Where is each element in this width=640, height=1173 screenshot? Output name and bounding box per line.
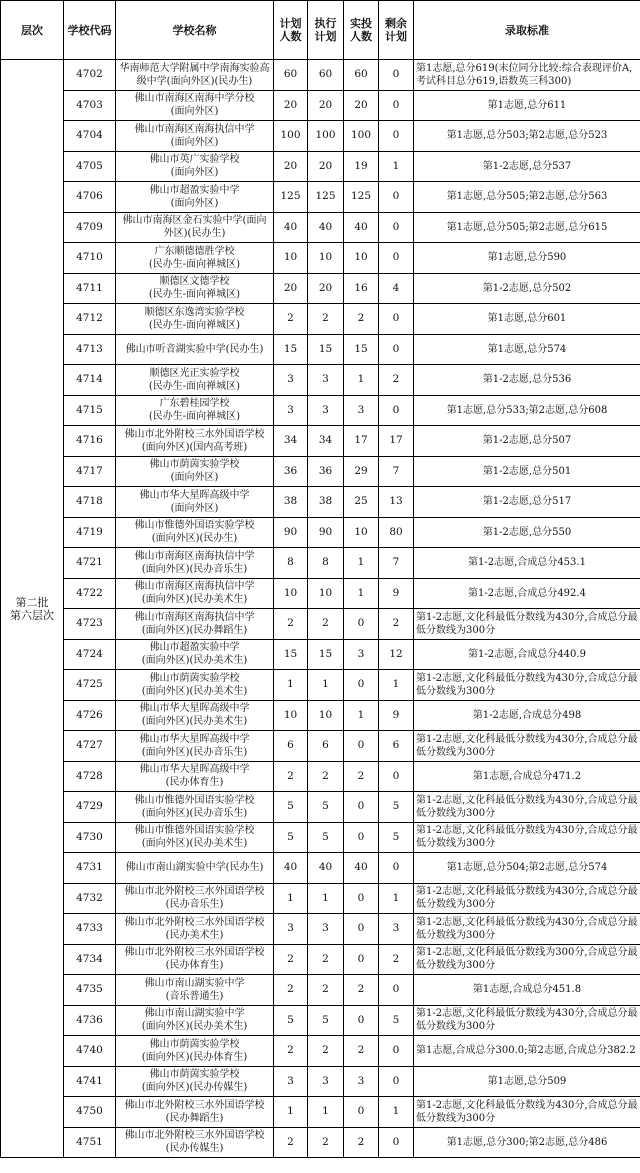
table-row xyxy=(1,1127,640,1158)
school-code-cell: 4724 xyxy=(64,639,116,670)
plan-count-cell: 2 xyxy=(274,1127,308,1158)
table-row xyxy=(1,243,640,274)
remaining-plan-cell: 4 xyxy=(379,273,414,304)
plan-count-cell: 38 xyxy=(274,487,308,518)
exec-plan-cell: 2 xyxy=(308,1127,344,1158)
school-name-cell: 华南师范大学附属中学南海实验高级中学(面向外区)(民办生) xyxy=(116,60,274,91)
school-code-cell: 4710 xyxy=(64,243,116,274)
table-row xyxy=(1,182,640,213)
exec-plan-cell: 3 xyxy=(308,395,344,426)
admission-standard-cell: 第1-2志愿,总分536 xyxy=(414,365,640,396)
actual-count-cell: 60 xyxy=(344,60,379,91)
table-row xyxy=(1,1097,640,1128)
plan-count-cell: 20 xyxy=(274,90,308,121)
table-row xyxy=(1,487,640,518)
school-code-cell: 4702 xyxy=(64,60,116,91)
school-name-cell: 佛山市英广实验学校 (面向外区) xyxy=(116,151,274,182)
school-code-cell: 4736 xyxy=(64,1005,116,1036)
remaining-plan-cell: 6 xyxy=(379,731,414,762)
school-name-cell: 佛山市华大星晖高级中学 (民办体育生) xyxy=(116,761,274,792)
table-row xyxy=(1,1036,640,1067)
header-actual: 实投 人数 xyxy=(344,1,379,60)
remaining-plan-cell: 0 xyxy=(379,1127,414,1158)
exec-plan-cell: 90 xyxy=(308,517,344,548)
actual-count-cell: 3 xyxy=(344,639,379,670)
school-name-cell: 顺德区东逸湾实验学校 (民办生-面向禅城区) xyxy=(116,304,274,335)
exec-plan-cell: 3 xyxy=(308,365,344,396)
table-row xyxy=(1,670,640,701)
admission-standard-cell: 第1-2志愿,总分517 xyxy=(414,487,640,518)
school-code-cell: 4722 xyxy=(64,578,116,609)
remaining-plan-cell: 0 xyxy=(379,975,414,1006)
table-row xyxy=(1,1066,640,1097)
plan-count-cell: 6 xyxy=(274,731,308,762)
table-row xyxy=(1,914,640,945)
admission-standard-cell: 第1志愿,总分505;第2志愿,总分563 xyxy=(414,182,640,213)
admission-standard-cell: 第1-2志愿,总分502 xyxy=(414,273,640,304)
plan-count-cell: 3 xyxy=(274,365,308,396)
admission-standard-cell: 第1-2志愿,总分507 xyxy=(414,426,640,457)
header-name: 学校名称 xyxy=(116,1,274,60)
admission-standard-cell: 第1-2志愿,总分501 xyxy=(414,456,640,487)
header-plan: 计划 人数 xyxy=(274,1,308,60)
exec-plan-cell: 15 xyxy=(308,639,344,670)
admission-standard-cell: 第1-2志愿,文化科最低分数线为430分,合成总分最低分数线为300分 xyxy=(414,731,640,762)
table-row xyxy=(1,1005,640,1036)
plan-count-cell: 1 xyxy=(274,883,308,914)
plan-count-cell: 36 xyxy=(274,456,308,487)
admission-standard-cell: 第1-2志愿,文化科最低分数线为300分,合成总分最低分数线为300分 xyxy=(414,944,640,975)
admission-standard-cell: 第1-2志愿,文化科最低分数线为430分,合成总分最低分数线为300分 xyxy=(414,792,640,823)
table-row xyxy=(1,60,640,91)
school-code-cell: 4714 xyxy=(64,365,116,396)
remaining-plan-cell: 2 xyxy=(379,944,414,975)
admission-standard-cell: 第1-2志愿,文化科最低分数线为430分,合成总分最低分数线为300分 xyxy=(414,1005,640,1036)
actual-count-cell: 1 xyxy=(344,578,379,609)
admission-standard-cell: 第1-2志愿,文化科最低分数线为430分,合成总分最低分数线为300分 xyxy=(414,822,640,853)
actual-count-cell: 16 xyxy=(344,273,379,304)
school-name-cell: 佛山市北外附校三水外国语学校 (民办美术生) xyxy=(116,914,274,945)
school-name-cell: 佛山市南海区金石实验中学(面向外区)(民办生) xyxy=(116,212,274,243)
remaining-plan-cell: 5 xyxy=(379,1005,414,1036)
remaining-plan-cell: 0 xyxy=(379,1036,414,1067)
actual-count-cell: 2 xyxy=(344,304,379,335)
plan-count-cell: 20 xyxy=(274,273,308,304)
exec-plan-cell: 36 xyxy=(308,456,344,487)
school-name-cell: 佛山市超盈实验中学 (面向外区)(民办美术生) xyxy=(116,639,274,670)
level-cell: 第二批 第六层次 xyxy=(1,60,64,1158)
school-name-cell: 佛山市北外附校三水外国语学校(面向外区)(国内高考班) xyxy=(116,426,274,457)
school-code-cell: 4725 xyxy=(64,670,116,701)
actual-count-cell: 0 xyxy=(344,670,379,701)
school-name-cell: 佛山市北外附校三水外国语学校 (民办舞蹈生) xyxy=(116,1097,274,1128)
school-name-cell: 佛山市荫茵实验学校 (面向外区)(民办体育生) xyxy=(116,1036,274,1067)
plan-count-cell: 2 xyxy=(274,975,308,1006)
remaining-plan-cell: 0 xyxy=(379,304,414,335)
table-row xyxy=(1,792,640,823)
table-row xyxy=(1,883,640,914)
plan-count-cell: 10 xyxy=(274,243,308,274)
table-row xyxy=(1,548,640,579)
plan-count-cell: 2 xyxy=(274,304,308,335)
remaining-plan-cell: 2 xyxy=(379,365,414,396)
actual-count-cell: 100 xyxy=(344,121,379,152)
remaining-plan-cell: 9 xyxy=(379,700,414,731)
exec-plan-cell: 5 xyxy=(308,822,344,853)
exec-plan-cell: 2 xyxy=(308,975,344,1006)
exec-plan-cell: 8 xyxy=(308,548,344,579)
school-name-cell: 佛山市荫茵实验学校 (面向外区)(民办美术生) xyxy=(116,670,274,701)
exec-plan-cell: 38 xyxy=(308,487,344,518)
table-row xyxy=(1,121,640,152)
actual-count-cell: 19 xyxy=(344,151,379,182)
school-code-cell: 4709 xyxy=(64,212,116,243)
exec-plan-cell: 5 xyxy=(308,792,344,823)
exec-plan-cell: 100 xyxy=(308,121,344,152)
admission-standard-cell: 第1志愿,总分300;第2志愿,总分486 xyxy=(414,1127,640,1158)
plan-count-cell: 3 xyxy=(274,914,308,945)
plan-count-cell: 60 xyxy=(274,60,308,91)
plan-count-cell: 10 xyxy=(274,578,308,609)
admission-standard-cell: 第1-2志愿,文化科最低分数线为430分,合成总分最低分数线为300分 xyxy=(414,914,640,945)
actual-count-cell: 17 xyxy=(344,426,379,457)
exec-plan-cell: 2 xyxy=(308,944,344,975)
remaining-plan-cell: 0 xyxy=(379,761,414,792)
remaining-plan-cell: 1 xyxy=(379,883,414,914)
remaining-plan-cell: 0 xyxy=(379,60,414,91)
school-code-cell: 4718 xyxy=(64,487,116,518)
admission-standard-cell: 第1志愿,合成总分300.0;第2志愿,合成总分382.2 xyxy=(414,1036,640,1067)
exec-plan-cell: 2 xyxy=(308,761,344,792)
plan-count-cell: 5 xyxy=(274,1005,308,1036)
plan-count-cell: 2 xyxy=(274,609,308,640)
admission-standard-cell: 第1-2志愿,文化科最低分数线为430分,合成总分最低分数线为300分 xyxy=(414,1097,640,1128)
admission-standard-cell: 第1志愿,总分533;第2志愿,总分608 xyxy=(414,395,640,426)
actual-count-cell: 3 xyxy=(344,1066,379,1097)
admission-standard-cell: 第1志愿,总分574 xyxy=(414,334,640,365)
plan-count-cell: 8 xyxy=(274,548,308,579)
school-name-cell: 佛山市南山湖实验中学 (音乐普通生) xyxy=(116,975,274,1006)
header-row xyxy=(1,1,640,60)
exec-plan-cell: 1 xyxy=(308,670,344,701)
table-row xyxy=(1,609,640,640)
actual-count-cell: 2 xyxy=(344,1127,379,1158)
actual-count-cell: 0 xyxy=(344,822,379,853)
remaining-plan-cell: 0 xyxy=(379,1066,414,1097)
admission-standard-cell: 第1志愿,总分619(末位同分比较:综合表现评价A,考试科目总分619,语数英三科300) xyxy=(414,60,640,91)
remaining-plan-cell: 0 xyxy=(379,243,414,274)
school-code-cell: 4721 xyxy=(64,548,116,579)
school-name-cell: 佛山市华大星晖高级中学 (面向外区) xyxy=(116,487,274,518)
remaining-plan-cell: 3 xyxy=(379,914,414,945)
school-code-cell: 4716 xyxy=(64,426,116,457)
plan-count-cell: 5 xyxy=(274,792,308,823)
remaining-plan-cell: 5 xyxy=(379,792,414,823)
plan-count-cell: 1 xyxy=(274,670,308,701)
table-row xyxy=(1,456,640,487)
actual-count-cell: 0 xyxy=(344,1097,379,1128)
remaining-plan-cell: 1 xyxy=(379,151,414,182)
exec-plan-cell: 40 xyxy=(308,212,344,243)
school-name-cell: 顺德区光正实验学校 (民办生-面向禅城区) xyxy=(116,365,274,396)
exec-plan-cell: 15 xyxy=(308,334,344,365)
actual-count-cell: 2 xyxy=(344,761,379,792)
plan-count-cell: 15 xyxy=(274,639,308,670)
school-name-cell: 佛山市华大星晖高级中学 (面向外区)(民办音乐生) xyxy=(116,731,274,762)
remaining-plan-cell: 2 xyxy=(379,609,414,640)
table-row xyxy=(1,944,640,975)
remaining-plan-cell: 5 xyxy=(379,822,414,853)
school-code-cell: 4711 xyxy=(64,273,116,304)
admission-standard-cell: 第1志愿,合成总分471.2 xyxy=(414,761,640,792)
admission-standard-cell: 第1-2志愿,合成总分492.4 xyxy=(414,578,640,609)
table-body xyxy=(1,60,640,1158)
admission-standard-cell: 第1-2志愿,文化科最低分数线为430分,合成总分最低分数线为300分 xyxy=(414,670,640,701)
header-code: 学校代码 xyxy=(64,1,116,60)
school-code-cell: 4731 xyxy=(64,853,116,884)
remaining-plan-cell: 0 xyxy=(379,121,414,152)
table-row xyxy=(1,700,640,731)
remaining-plan-cell: 0 xyxy=(379,395,414,426)
school-name-cell: 佛山市南海区南海执信中学 (面向外区)(民办舞蹈生) xyxy=(116,609,274,640)
school-code-cell: 4734 xyxy=(64,944,116,975)
exec-plan-cell: 125 xyxy=(308,182,344,213)
remaining-plan-cell: 7 xyxy=(379,548,414,579)
exec-plan-cell: 40 xyxy=(308,853,344,884)
table-row xyxy=(1,304,640,335)
school-name-cell: 佛山市华大星晖高级中学 (面向外区)(民办美术生) xyxy=(116,700,274,731)
table-row xyxy=(1,761,640,792)
table-row xyxy=(1,334,640,365)
plan-count-cell: 5 xyxy=(274,822,308,853)
remaining-plan-cell: 1 xyxy=(379,670,414,701)
plan-count-cell: 100 xyxy=(274,121,308,152)
school-code-cell: 4717 xyxy=(64,456,116,487)
school-name-cell: 佛山市惟德外国语实验学校 (面向外区)(民办音乐生) xyxy=(116,792,274,823)
school-code-cell: 4706 xyxy=(64,182,116,213)
actual-count-cell: 0 xyxy=(344,1005,379,1036)
school-code-cell: 4728 xyxy=(64,761,116,792)
admission-standard-cell: 第1-2志愿,总分537 xyxy=(414,151,640,182)
actual-count-cell: 2 xyxy=(344,1036,379,1067)
exec-plan-cell: 20 xyxy=(308,151,344,182)
table-row xyxy=(1,731,640,762)
actual-count-cell: 40 xyxy=(344,853,379,884)
school-name-cell: 佛山市南山湖实验中学(民办生) xyxy=(116,853,274,884)
school-name-cell: 佛山市北外附校三水外国语学校 (民办传媒生) xyxy=(116,1127,274,1158)
admission-standard-cell: 第1志愿,总分504;第2志愿,总分574 xyxy=(414,853,640,884)
school-name-cell: 广东碧桂园学校 (民办生-面向禅城区) xyxy=(116,395,274,426)
header-exec: 执行 计划 xyxy=(308,1,344,60)
admission-standard-cell: 第1-2志愿,合成总分498 xyxy=(414,700,640,731)
plan-count-cell: 125 xyxy=(274,182,308,213)
actual-count-cell: 0 xyxy=(344,883,379,914)
school-name-cell: 佛山市南海区南海中学分校 (面向外区) xyxy=(116,90,274,121)
school-code-cell: 4703 xyxy=(64,90,116,121)
exec-plan-cell: 2 xyxy=(308,304,344,335)
admission-standard-cell: 第1志愿,总分601 xyxy=(414,304,640,335)
plan-count-cell: 2 xyxy=(274,1036,308,1067)
table-row xyxy=(1,395,640,426)
admission-standard-cell: 第1志愿,总分590 xyxy=(414,243,640,274)
school-name-cell: 佛山市荫茵实验学校 (面向外区)(民办传媒生) xyxy=(116,1066,274,1097)
school-name-cell: 佛山市惟德外国语实验学校 (面向外区)(民办美术生) xyxy=(116,822,274,853)
admission-standard-cell: 第1-2志愿,合成总分453.1 xyxy=(414,548,640,579)
header-level: 层次 xyxy=(1,1,64,60)
plan-count-cell: 1 xyxy=(274,1097,308,1128)
table-row xyxy=(1,578,640,609)
admission-standard-cell: 第1-2志愿,合成总分440.9 xyxy=(414,639,640,670)
school-code-cell: 4730 xyxy=(64,822,116,853)
admission-standard-cell: 第1-2志愿,文化科最低分数线为430分,合成总分最低分数线为300分 xyxy=(414,609,640,640)
actual-count-cell: 0 xyxy=(344,731,379,762)
school-code-cell: 4733 xyxy=(64,914,116,945)
remaining-plan-cell: 13 xyxy=(379,487,414,518)
plan-count-cell: 90 xyxy=(274,517,308,548)
header-standard: 录取标准 xyxy=(414,1,640,60)
actual-count-cell: 10 xyxy=(344,243,379,274)
exec-plan-cell: 1 xyxy=(308,883,344,914)
remaining-plan-cell: 0 xyxy=(379,182,414,213)
plan-count-cell: 3 xyxy=(274,395,308,426)
actual-count-cell: 20 xyxy=(344,90,379,121)
exec-plan-cell: 10 xyxy=(308,700,344,731)
actual-count-cell: 0 xyxy=(344,609,379,640)
plan-count-cell: 40 xyxy=(274,212,308,243)
actual-count-cell: 1 xyxy=(344,548,379,579)
exec-plan-cell: 5 xyxy=(308,1005,344,1036)
actual-count-cell: 2 xyxy=(344,975,379,1006)
school-code-cell: 4704 xyxy=(64,121,116,152)
actual-count-cell: 125 xyxy=(344,182,379,213)
table-row xyxy=(1,365,640,396)
remaining-plan-cell: 1 xyxy=(379,1097,414,1128)
school-code-cell: 4732 xyxy=(64,883,116,914)
table-row xyxy=(1,212,640,243)
table-row xyxy=(1,975,640,1006)
plan-count-cell: 15 xyxy=(274,334,308,365)
exec-plan-cell: 6 xyxy=(308,731,344,762)
exec-plan-cell: 10 xyxy=(308,578,344,609)
school-code-cell: 4727 xyxy=(64,731,116,762)
plan-count-cell: 2 xyxy=(274,944,308,975)
admission-standard-cell: 第1志愿,总分611 xyxy=(414,90,640,121)
exec-plan-cell: 10 xyxy=(308,243,344,274)
plan-count-cell: 20 xyxy=(274,151,308,182)
school-code-cell: 4750 xyxy=(64,1097,116,1128)
school-code-cell: 4740 xyxy=(64,1036,116,1067)
actual-count-cell: 29 xyxy=(344,456,379,487)
school-name-cell: 佛山市南海区南海执信中学 (面向外区)(民办音乐生) xyxy=(116,548,274,579)
exec-plan-cell: 1 xyxy=(308,1097,344,1128)
school-code-cell: 4719 xyxy=(64,517,116,548)
remaining-plan-cell: 17 xyxy=(379,426,414,457)
plan-count-cell: 34 xyxy=(274,426,308,457)
school-code-cell: 4713 xyxy=(64,334,116,365)
header-remain: 剩余 计划 xyxy=(379,1,414,60)
remaining-plan-cell: 0 xyxy=(379,212,414,243)
exec-plan-cell: 2 xyxy=(308,609,344,640)
exec-plan-cell: 20 xyxy=(308,273,344,304)
remaining-plan-cell: 12 xyxy=(379,639,414,670)
exec-plan-cell: 20 xyxy=(308,90,344,121)
exec-plan-cell: 3 xyxy=(308,1066,344,1097)
school-name-cell: 佛山市北外附校三水外国语学校 (民办体育生) xyxy=(116,944,274,975)
school-code-cell: 4726 xyxy=(64,700,116,731)
plan-count-cell: 10 xyxy=(274,700,308,731)
actual-count-cell: 0 xyxy=(344,944,379,975)
actual-count-cell: 1 xyxy=(344,700,379,731)
admission-standard-cell: 第1-2志愿,文化科最低分数线为430分,合成总分最低分数线为300分 xyxy=(414,883,640,914)
actual-count-cell: 1 xyxy=(344,365,379,396)
school-name-cell: 佛山市南海区南海执信中学 (面向外区)(民办美术生) xyxy=(116,578,274,609)
table-row xyxy=(1,426,640,457)
school-code-cell: 4729 xyxy=(64,792,116,823)
school-code-cell: 4751 xyxy=(64,1127,116,1158)
remaining-plan-cell: 9 xyxy=(379,578,414,609)
actual-count-cell: 40 xyxy=(344,212,379,243)
school-name-cell: 佛山市惟德外国语实验学校 (面向外区)(民办生) xyxy=(116,517,274,548)
school-code-cell: 4715 xyxy=(64,395,116,426)
table-row xyxy=(1,853,640,884)
table-row xyxy=(1,517,640,548)
admission-standard-cell: 第1志愿,总分509 xyxy=(414,1066,640,1097)
school-name-cell: 佛山市南山湖实验中学 (面向外区)(民办美术生) xyxy=(116,1005,274,1036)
exec-plan-cell: 60 xyxy=(308,60,344,91)
table-row xyxy=(1,90,640,121)
actual-count-cell: 0 xyxy=(344,914,379,945)
school-name-cell: 佛山市听音湖实验中学(民办生) xyxy=(116,334,274,365)
plan-count-cell: 2 xyxy=(274,761,308,792)
remaining-plan-cell: 80 xyxy=(379,517,414,548)
exec-plan-cell: 3 xyxy=(308,914,344,945)
school-code-cell: 4705 xyxy=(64,151,116,182)
exec-plan-cell: 2 xyxy=(308,1036,344,1067)
remaining-plan-cell: 7 xyxy=(379,456,414,487)
school-name-cell: 广东顺德德胜学校 (民办生-面向禅城区) xyxy=(116,243,274,274)
school-name-cell: 佛山市荫茵实验学校 (面向外区) xyxy=(116,456,274,487)
school-name-cell: 佛山市北外附校三水外国语学校 (民办音乐生) xyxy=(116,883,274,914)
school-code-cell: 4741 xyxy=(64,1066,116,1097)
school-name-cell: 佛山市南海区南海执信中学 (面向外区) xyxy=(116,121,274,152)
admission-standard-cell: 第1-2志愿,总分550 xyxy=(414,517,640,548)
plan-count-cell: 40 xyxy=(274,853,308,884)
actual-count-cell: 10 xyxy=(344,517,379,548)
admission-standard-cell: 第1志愿,总分503;第2志愿,总分523 xyxy=(414,121,640,152)
actual-count-cell: 3 xyxy=(344,395,379,426)
actual-count-cell: 15 xyxy=(344,334,379,365)
table-row xyxy=(1,639,640,670)
school-name-cell: 佛山市超盈实验中学 (面向外区) xyxy=(116,182,274,213)
remaining-plan-cell: 0 xyxy=(379,334,414,365)
school-code-cell: 4712 xyxy=(64,304,116,335)
table-row xyxy=(1,822,640,853)
actual-count-cell: 25 xyxy=(344,487,379,518)
admission-standard-cell: 第1志愿,总分505;第2志愿,总分615 xyxy=(414,212,640,243)
table-row xyxy=(1,273,640,304)
plan-count-cell: 3 xyxy=(274,1066,308,1097)
admission-standard-cell: 第1志愿,合成总分451.8 xyxy=(414,975,640,1006)
school-code-cell: 4723 xyxy=(64,609,116,640)
remaining-plan-cell: 0 xyxy=(379,853,414,884)
table-row xyxy=(1,151,640,182)
school-name-cell: 顺德区文德学校 (民办生-面向禅城区) xyxy=(116,273,274,304)
school-code-cell: 4735 xyxy=(64,975,116,1006)
remaining-plan-cell: 0 xyxy=(379,90,414,121)
exec-plan-cell: 34 xyxy=(308,426,344,457)
actual-count-cell: 0 xyxy=(344,792,379,823)
